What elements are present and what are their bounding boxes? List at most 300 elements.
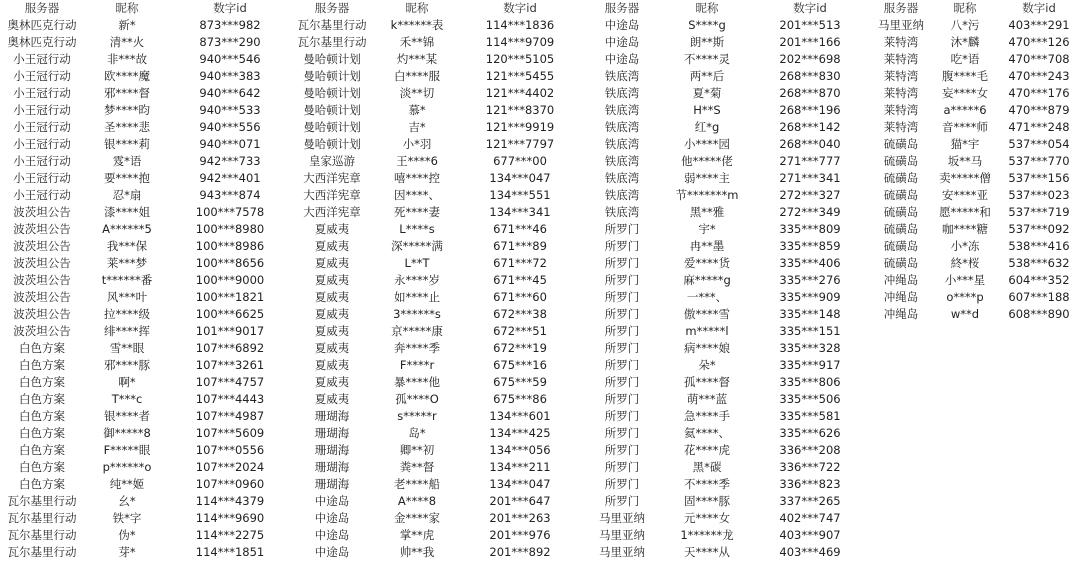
id-cell: 538***632: [1008, 256, 1070, 270]
nickname-cell: 音****师: [942, 120, 988, 134]
server-cell: 瓦尔基里行动: [7, 494, 77, 508]
nickname-cell: 小*冻: [950, 239, 980, 253]
server-cell: 小王冠行动: [13, 52, 71, 66]
table-row: [580, 17, 870, 34]
server-cell: 小王冠行动: [13, 120, 71, 134]
nickname-cell: 氦****、: [684, 426, 730, 440]
id-cell: 671***46: [493, 222, 547, 236]
nickname-cell: 坂**马: [947, 154, 983, 168]
table-row: [580, 527, 870, 544]
table-row: [580, 459, 870, 476]
server-cell: 夏威夷: [314, 290, 350, 304]
server-cell: 夏威夷: [314, 273, 350, 287]
server-cell: 莱特湾: [883, 103, 919, 117]
nickname-cell: 白****服: [394, 69, 440, 83]
table-row: [290, 289, 580, 306]
server-cell: 皇家巡游: [309, 154, 355, 168]
table-row: [0, 119, 290, 136]
server-cell: 中途岛: [604, 18, 640, 32]
server-cell: 所罗门: [604, 392, 640, 406]
table-row: [580, 85, 870, 102]
id-cell: 271***777: [779, 154, 841, 168]
server-cell: 马里亚纳: [599, 545, 645, 559]
header-id: 数字id: [213, 1, 247, 15]
nickname-cell: 不****灵: [684, 52, 730, 66]
table-row: [580, 187, 870, 204]
server-cell: 大西洋宪章: [303, 188, 361, 202]
nickname-cell: L**T: [404, 256, 430, 270]
server-cell: 夏威夷: [314, 392, 350, 406]
id-cell: 201***647: [489, 494, 551, 508]
id-cell: 121***8370: [485, 103, 555, 117]
nickname-cell: 啊*: [118, 375, 136, 389]
server-cell: 珊瑚海: [314, 460, 350, 474]
table-row: [580, 204, 870, 221]
header-server: 服务器: [604, 1, 640, 15]
nickname-cell: 莱***梦: [106, 256, 148, 270]
server-cell: 瓦尔基里行动: [7, 528, 77, 542]
server-cell: 波茨坦公告: [13, 239, 71, 253]
nickname-cell: 岛*: [408, 426, 426, 440]
id-cell: 134***047: [489, 477, 551, 491]
table-row: [870, 204, 1080, 221]
server-cell: 白色方案: [19, 375, 65, 389]
id-cell: 100***1821: [195, 290, 265, 304]
nickname-cell: 黑**雅: [689, 205, 725, 219]
nickname-cell: 朗**斯: [689, 35, 725, 49]
id-cell: 201***513: [779, 18, 841, 32]
server-cell: 夏威夷: [314, 375, 350, 389]
id-cell: 671***72: [493, 256, 547, 270]
nickname-cell: 咖****糖: [942, 222, 988, 236]
nickname-cell: T***c: [111, 392, 143, 406]
id-cell: 336***208: [779, 443, 841, 457]
server-cell: 莱特湾: [883, 52, 919, 66]
table-row: [0, 34, 290, 51]
nickname-cell: 嘻****控: [394, 171, 440, 185]
server-cell: 冲绳岛: [883, 290, 919, 304]
table-row: [0, 510, 290, 527]
server-cell: 奥林匹克行动: [7, 18, 77, 32]
server-cell: 冲绳岛: [883, 273, 919, 287]
table-row: [870, 136, 1080, 153]
table-row: [580, 391, 870, 408]
id-cell: 672***19: [493, 341, 547, 355]
server-cell: 珊瑚海: [314, 477, 350, 491]
server-cell: 马里亚纳: [878, 18, 924, 32]
nickname-cell: 绯****挥: [104, 324, 150, 338]
id-cell: 672***38: [493, 307, 547, 321]
server-cell: 波茨坦公告: [13, 222, 71, 236]
id-cell: 940***556: [199, 120, 261, 134]
nickname-cell: k******表: [390, 18, 444, 32]
server-cell: 白色方案: [19, 392, 65, 406]
table-row: [580, 68, 870, 85]
id-cell: 107***0960: [195, 477, 265, 491]
table-row: [870, 238, 1080, 255]
table-row: [580, 510, 870, 527]
server-cell: 中途岛: [604, 35, 640, 49]
server-cell: 中途岛: [314, 528, 350, 542]
id-cell: 470***708: [1008, 52, 1070, 66]
table-row: [870, 102, 1080, 119]
nickname-cell: 非***故: [106, 52, 148, 66]
table-row: [0, 476, 290, 493]
table-row: [290, 153, 580, 170]
table-row: [580, 408, 870, 425]
server-cell: 曼哈顿计划: [303, 120, 361, 134]
id-cell: 335***809: [779, 222, 841, 236]
nickname-cell: 不****季: [684, 477, 730, 491]
id-cell: 402***747: [779, 511, 841, 525]
table-row: [290, 34, 580, 51]
server-cell: 所罗门: [604, 341, 640, 355]
nickname-cell: 弱****主: [684, 171, 730, 185]
server-cell: 夏威夷: [314, 358, 350, 372]
nickname-cell: 红*g: [694, 120, 720, 134]
server-cell: 波茨坦公告: [13, 307, 71, 321]
table-row: [580, 289, 870, 306]
nickname-cell: 花****虎: [684, 443, 730, 457]
table-row: [290, 119, 580, 136]
table-panel-2: [290, 0, 580, 572]
id-cell: 675***59: [493, 375, 547, 389]
id-cell: 943***874: [199, 188, 261, 202]
nickname-cell: 萌***蓝: [686, 392, 728, 406]
id-cell: 107***0556: [195, 443, 265, 457]
table-row: [0, 391, 290, 408]
server-cell: 珊瑚海: [314, 443, 350, 457]
id-cell: 107***3261: [195, 358, 265, 372]
table-row: [870, 221, 1080, 238]
nickname-cell: 麻*****g: [683, 273, 731, 287]
id-cell: 873***982: [199, 18, 261, 32]
server-cell: 瓦尔基里行动: [297, 18, 367, 32]
server-cell: 大西洋宪章: [303, 171, 361, 185]
server-cell: 波茨坦公告: [13, 273, 71, 287]
nickname-cell: a*****6: [943, 103, 987, 117]
server-cell: 白色方案: [19, 443, 65, 457]
id-cell: 114***1836: [485, 18, 555, 32]
server-cell: 波茨坦公告: [13, 205, 71, 219]
server-cell: 铁底湾: [604, 137, 640, 151]
id-cell: 335***276: [779, 273, 841, 287]
table-row: [870, 272, 1080, 289]
server-cell: 硫磺岛: [883, 171, 919, 185]
id-cell: 607***188: [1008, 290, 1070, 304]
table-row: [0, 323, 290, 340]
table-row: [0, 357, 290, 374]
nickname-cell: t******番: [101, 273, 153, 287]
nickname-cell: 八*污: [950, 18, 980, 32]
table-row: [0, 102, 290, 119]
server-cell: 硫磺岛: [883, 154, 919, 168]
id-cell: 134***601: [489, 409, 551, 423]
id-cell: 403***469: [779, 545, 841, 559]
nickname-cell: 要****抱: [104, 171, 150, 185]
server-cell: 白色方案: [19, 426, 65, 440]
nickname-cell: 1******龙: [680, 528, 734, 542]
id-cell: 604***352: [1008, 273, 1070, 287]
table-row: [290, 510, 580, 527]
id-cell: 100***9000: [195, 273, 265, 287]
table-row: [580, 34, 870, 51]
server-cell: 硫磺岛: [883, 256, 919, 270]
nickname-cell: 新*: [118, 18, 136, 32]
nickname-cell: 腹****毛: [942, 69, 988, 83]
header-server: 服务器: [314, 1, 350, 15]
table-row: [0, 153, 290, 170]
server-cell: 马里亚纳: [599, 511, 645, 525]
table-row: [0, 425, 290, 442]
table-row: [290, 442, 580, 459]
table-row: [290, 493, 580, 510]
id-cell: 403***291: [1008, 18, 1070, 32]
nickname-cell: 急****手: [684, 409, 730, 423]
nickname-cell: 吃*语: [950, 52, 980, 66]
id-cell: 134***047: [489, 171, 551, 185]
server-cell: 硫磺岛: [883, 239, 919, 253]
table-row: [870, 255, 1080, 272]
server-cell: 波茨坦公告: [13, 324, 71, 338]
id-cell: 940***071: [199, 137, 261, 151]
id-cell: 337***265: [779, 494, 841, 508]
id-cell: 134***425: [489, 426, 551, 440]
id-cell: 107***4443: [195, 392, 265, 406]
header-nickname: 昵称: [695, 1, 719, 15]
table-row: [290, 238, 580, 255]
server-cell: 白色方案: [19, 358, 65, 372]
server-cell: 夏威夷: [314, 341, 350, 355]
id-cell: 134***211: [489, 460, 551, 474]
id-cell: 335***909: [779, 290, 841, 304]
nickname-cell: 邪****豚: [104, 358, 150, 372]
table-row: [290, 323, 580, 340]
id-cell: 470***176: [1008, 86, 1070, 100]
nickname-cell: 小***星: [944, 273, 986, 287]
server-cell: 铁底湾: [604, 103, 640, 117]
server-cell: 波茨坦公告: [13, 290, 71, 304]
id-cell: 675***86: [493, 392, 547, 406]
server-cell: 白色方案: [19, 460, 65, 474]
header-id: 数字id: [793, 1, 827, 15]
server-cell: 所罗门: [604, 273, 640, 287]
nickname-cell: 慕*: [408, 103, 426, 117]
id-cell: 672***51: [493, 324, 547, 338]
id-cell: 120***5105: [485, 52, 555, 66]
server-cell: 冲绳岛: [883, 307, 919, 321]
id-cell: 537***156: [1008, 171, 1070, 185]
server-cell: 所罗门: [604, 375, 640, 389]
server-cell: 铁底湾: [604, 86, 640, 100]
table-row: [290, 255, 580, 272]
table-row: [290, 306, 580, 323]
nickname-cell: 梦****昀: [104, 103, 150, 117]
table-row: [870, 306, 1080, 323]
nickname-cell: 圣****悲: [104, 120, 150, 134]
id-cell: 121***5455: [485, 69, 555, 83]
nickname-cell: 御*****8: [103, 426, 151, 440]
nickname-cell: 老****船: [394, 477, 440, 491]
nickname-cell: 猫*宇: [950, 137, 980, 151]
id-cell: 470***879: [1008, 103, 1070, 117]
id-cell: 940***383: [199, 69, 261, 83]
table-row: [0, 340, 290, 357]
id-cell: 202***698: [779, 52, 841, 66]
table-row: [290, 425, 580, 442]
nickname-cell: 永****岁: [394, 273, 440, 287]
server-cell: 铁底湾: [604, 154, 640, 168]
server-cell: 所罗门: [604, 222, 640, 236]
nickname-cell: 禾**锦: [399, 35, 435, 49]
table-row: [290, 187, 580, 204]
nickname-cell: 王****6: [396, 154, 438, 168]
id-cell: 114***9709: [485, 35, 555, 49]
id-cell: 134***056: [489, 443, 551, 457]
table-row: [580, 323, 870, 340]
nickname-cell: 清**火: [109, 35, 145, 49]
table-row: [0, 442, 290, 459]
id-cell: 272***349: [779, 205, 841, 219]
table-row: [580, 136, 870, 153]
id-cell: 268***196: [779, 103, 841, 117]
id-cell: 336***823: [779, 477, 841, 491]
id-cell: 107***4987: [195, 409, 265, 423]
id-cell: 201***166: [779, 35, 841, 49]
table-row: [0, 85, 290, 102]
nickname-cell: p******o: [102, 460, 152, 474]
server-cell: 所罗门: [604, 358, 640, 372]
id-cell: 272***327: [779, 188, 841, 202]
nickname-cell: 夏*菊: [692, 86, 722, 100]
id-cell: 403***907: [779, 528, 841, 542]
nickname-cell: 幺*: [118, 494, 136, 508]
server-cell: 所罗门: [604, 307, 640, 321]
nickname-cell: 3******s: [393, 307, 441, 321]
id-cell: 107***4757: [195, 375, 265, 389]
nickname-cell: 固****豚: [684, 494, 730, 508]
table-row: [0, 306, 290, 323]
table-row: [0, 68, 290, 85]
nickname-cell: 节*******m: [675, 188, 739, 202]
id-cell: 100***8980: [195, 222, 265, 236]
id-cell: 671***45: [493, 273, 547, 287]
table-row: [290, 357, 580, 374]
nickname-cell: 安****亚: [942, 188, 988, 202]
id-cell: 114***1851: [195, 545, 265, 559]
nickname-cell: 孤****O: [395, 392, 439, 406]
table-row: [290, 85, 580, 102]
table-row: [870, 34, 1080, 51]
header-nickname: 昵称: [405, 1, 429, 15]
nickname-cell: 終*桜: [950, 256, 980, 270]
nickname-cell: m*****l: [685, 324, 729, 338]
table-row: [580, 544, 870, 561]
id-cell: 335***328: [779, 341, 841, 355]
nickname-cell: 淡**切: [399, 86, 435, 100]
id-cell: 268***870: [779, 86, 841, 100]
nickname-cell: A******5: [102, 222, 152, 236]
id-cell: 470***126: [1008, 35, 1070, 49]
server-cell: 所罗门: [604, 290, 640, 304]
table-row: [870, 170, 1080, 187]
nickname-cell: F****r: [399, 358, 435, 372]
table-row: [290, 170, 580, 187]
server-cell: 小王冠行动: [13, 69, 71, 83]
table-row: [580, 51, 870, 68]
server-cell: 中途岛: [314, 511, 350, 525]
server-cell: 大西洋宪章: [303, 205, 361, 219]
server-cell: 珊瑚海: [314, 409, 350, 423]
nickname-cell: 京*****康: [391, 324, 443, 338]
nickname-cell: 死****妻: [394, 205, 440, 219]
server-cell: 波茨坦公告: [13, 256, 71, 270]
id-cell: 335***148: [779, 307, 841, 321]
id-cell: 537***770: [1008, 154, 1070, 168]
nickname-cell: 拉****级: [104, 307, 150, 321]
nickname-cell: w**d: [950, 307, 980, 321]
nickname-cell: 伪*: [118, 528, 136, 542]
id-cell: 201***263: [489, 511, 551, 525]
server-cell: 小王冠行动: [13, 103, 71, 117]
id-cell: 268***142: [779, 120, 841, 134]
server-cell: 所罗门: [604, 460, 640, 474]
server-cell: 夏威夷: [314, 256, 350, 270]
id-cell: 335***406: [779, 256, 841, 270]
id-cell: 335***151: [779, 324, 841, 338]
nickname-cell: 欧****魔: [104, 69, 150, 83]
table-row: [0, 221, 290, 238]
nickname-cell: 卖*****僧: [939, 171, 991, 185]
id-cell: 100***6625: [195, 307, 265, 321]
table-row: [580, 493, 870, 510]
table-row: [290, 476, 580, 493]
server-cell: 硫磺岛: [883, 205, 919, 219]
header-nickname: 昵称: [115, 1, 139, 15]
id-cell: 335***506: [779, 392, 841, 406]
nickname-cell: 粪**督: [399, 460, 435, 474]
server-cell: 马里亚纳: [599, 528, 645, 542]
table-row: [290, 527, 580, 544]
id-cell: 201***976: [489, 528, 551, 542]
nickname-cell: 爱****货: [684, 256, 730, 270]
table-row: [580, 425, 870, 442]
nickname-cell: 金****家: [394, 511, 440, 525]
id-cell: 538***416: [1008, 239, 1070, 253]
server-cell: 所罗门: [604, 239, 640, 253]
table-row: [0, 51, 290, 68]
server-cell: 硫磺岛: [883, 188, 919, 202]
nickname-cell: 他*****佬: [681, 154, 733, 168]
id-cell: 675***16: [493, 358, 547, 372]
server-cell: 瓦尔基里行动: [7, 511, 77, 525]
table-row: [580, 357, 870, 374]
table-row: [0, 170, 290, 187]
server-cell: 曼哈顿计划: [303, 86, 361, 100]
table-row: [870, 51, 1080, 68]
id-cell: 100***7578: [195, 205, 265, 219]
table-panel-1: [0, 0, 290, 572]
table-row: [0, 493, 290, 510]
table-row: [580, 306, 870, 323]
id-cell: 335***917: [779, 358, 841, 372]
server-cell: 中途岛: [604, 52, 640, 66]
nickname-cell: S****g: [688, 18, 726, 32]
server-cell: 莱特湾: [883, 86, 919, 100]
table-row: [290, 272, 580, 289]
nickname-cell: 沐*麟: [950, 35, 980, 49]
server-cell: 曼哈顿计划: [303, 137, 361, 151]
